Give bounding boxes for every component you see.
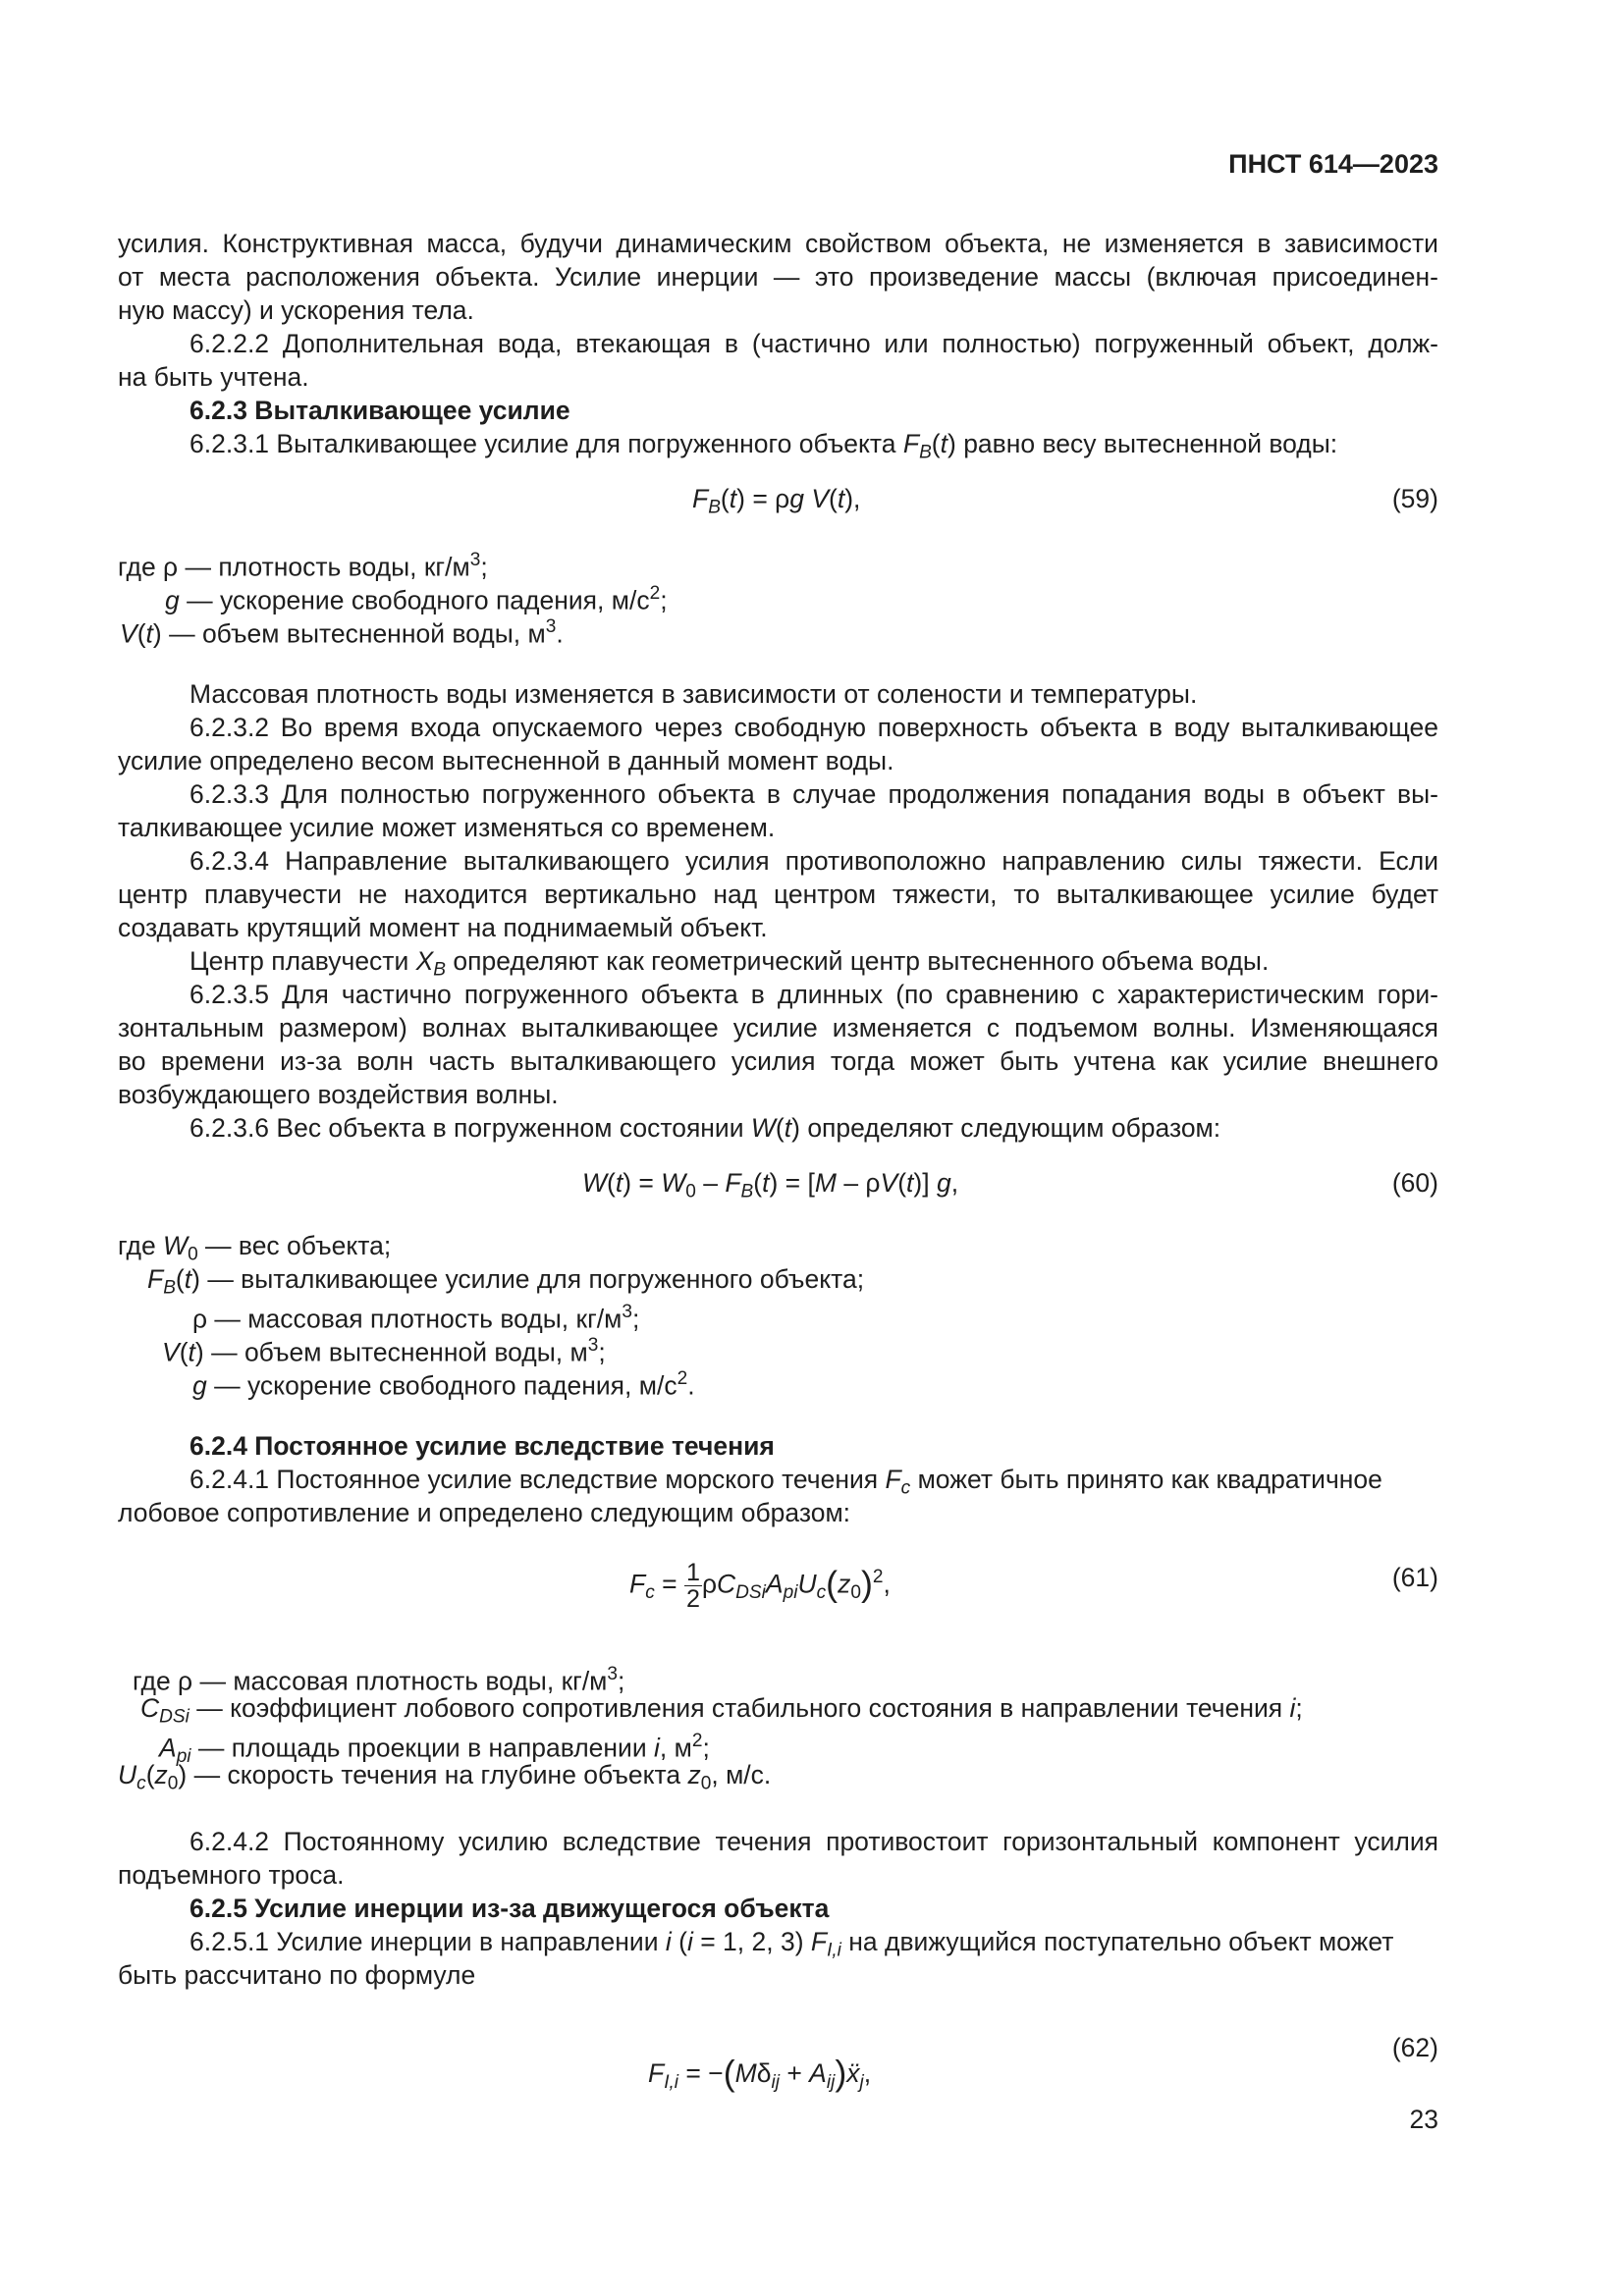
equation-59: $F_B(t) = \rho g$ V(t), — [692, 484, 861, 518]
where-item: $U_c(z_0)$ — скорость течения на глубине объекта $z_0$, м/с. — [118, 1760, 772, 1794]
paragraph-line: 6.2.3.6 Вес объекта в погруженном состоянии W(t) определяют следующим образом: — [189, 1113, 1221, 1143]
where-item: g — ускорение свободного падения, $м/с^2$; — [165, 583, 668, 615]
paragraph-line: от места расположения объекта. Усилие инерции — это произведение массы (включая присоединен- — [118, 262, 1438, 292]
equation-60: $W(t) = W_0 - F_B(t) = [M - \rho V(t)]$ g, — [582, 1168, 959, 1202]
paragraph-line: Центр плавучести $X_B$ определяют как геометрический центр вытесненного объема воды. — [189, 946, 1270, 981]
equation-number-60: (60) — [1391, 1168, 1438, 1198]
paragraph-line: 6.2.4.1 Постоянное усилие вследствие морского течения $F_c$ может быть принято как квадратичное — [189, 1465, 1382, 1499]
paragraph-line: 6.2.4.2 Постоянному усилию вследствие течения противостоит горизонтальный компонент усилия — [189, 1827, 1438, 1856]
paragraph-line: 6.2.3.1 Выталкивающее усилие для погруженного объекта $F_B(t)$ равно весу вытесненной воды: — [189, 429, 1338, 463]
paragraph-line: 6.2.2.2 Дополнительная вода, втекающая в (частично или полностью) погруженный объект, долж- — [189, 329, 1438, 358]
equation-number-59: (59) — [1391, 484, 1438, 513]
paragraph-line: 6.2.3.4 Направление выталкивающего усилия противоположно направлению силы тяжести. Если — [189, 846, 1438, 876]
section-heading-6-2-5: 6.2.5 Усилие инерции из-за движущегося объекта — [189, 1894, 830, 1923]
paragraph-line: подъемного троса. — [118, 1860, 345, 1890]
where-item: $A_{pi}$ — площадь проекции в направлении i, $м^2$; — [159, 1731, 710, 1768]
equation-number-62: (62) — [1391, 2033, 1438, 2062]
paragraph-line: зонтальным размером) волнах выталкивающее усилие изменяется с подъемом волны. Изменяющаяся — [118, 1013, 1438, 1042]
paragraph-line: усилия. Конструктивная масса, будучи динамическим свойством объекта, не изменяется в зависимости — [118, 229, 1438, 258]
equation-number-61: (61) — [1391, 1563, 1438, 1592]
where-item: $C_{DSi}$ — коэффициент лобового сопротивления стабильного состояния в направлении течения i; — [140, 1693, 1303, 1728]
where-item: g — ускорение свободного падения, $м/с^2$. — [192, 1368, 695, 1401]
where-item: где ρ — плотность воды, $кг/м^3$; — [118, 550, 488, 582]
paragraph-line: лобовое сопротивление и определено следующим образом: — [118, 1498, 851, 1527]
paragraph-line: ную массу) и ускорения тела. — [118, 295, 474, 325]
where-item: где $W_0$ — вес объекта; — [118, 1231, 392, 1265]
paragraph-line: 6.2.5.1 Усилие инерции в направлении i (i = 1, 2, 3) $F_{I,i}$ на движущийся поступательно объект может — [189, 1927, 1394, 1961]
paragraph-line: центр плавучести не находится вертикально над центром тяжести, то выталкивающее усилие будет — [118, 880, 1438, 909]
paragraph-line: 6.2.3.2 Во время входа опускаемого через свободную поверхность объекта в воду выталкивающее — [189, 713, 1438, 742]
paragraph-line: усилие определено весом вытесненной в данный момент воды. — [118, 746, 894, 775]
paragraph-line: во времени из-за волн часть выталкивающего усилия тогда может быть учтена как усилие внешнего — [118, 1046, 1438, 1076]
paragraph-line: на быть учтена. — [118, 362, 309, 392]
equation-62: $F_{I,i} = -(M\delta_{ij}$ + $A_{ij})ẍ_j$, — [648, 2054, 872, 2093]
equation-61: $F_c$ = $\frac{1}{2}$ $\rho C_{DSi}A_{pi}U_c(z_0)^2$, — [629, 1558, 891, 1613]
where-item: V(t) — объем вытесненной воды, $м^3$. — [120, 616, 564, 649]
paragraph-line: возбуждающего воздействия волны. — [118, 1080, 559, 1109]
section-heading-6-2-4: 6.2.4 Постоянное усилие вследствие течения — [189, 1431, 775, 1461]
paragraph-line: 6.2.3.3 Для полностью погруженного объекта в случае продолжения попадания воды в объект вы- — [189, 779, 1438, 809]
section-heading-6-2-3: 6.2.3 Выталкивающее усилие — [189, 396, 570, 425]
where-item: где ρ — массовая плотность воды, $кг/м^3$; — [133, 1664, 625, 1696]
paragraph-line: Массовая плотность воды изменяется в зависимости от солености и температуры. — [189, 679, 1198, 709]
where-item: $F_B(t)$ — выталкивающее усилие для погруженного объекта; — [147, 1264, 865, 1299]
page-number: 23 — [1409, 2105, 1438, 2134]
where-item: ρ — массовая плотность воды, $кг/м^3$; — [192, 1302, 640, 1334]
paragraph-line: быть рассчитано по формуле — [118, 1960, 476, 1990]
paragraph-line: создавать крутящий момент на поднимаемый объект. — [118, 913, 768, 942]
where-item: V(t) — объем вытесненной воды, $м^3$; — [162, 1335, 606, 1367]
doc-id-header: ПНСТ 614—2023 — [1228, 149, 1438, 179]
paragraph-line: 6.2.3.5 Для частично погруженного объекта в длинных (по сравнению с характеристическим гори- — [189, 980, 1438, 1009]
paragraph-line: талкивающее усилие может изменяться со временем. — [118, 813, 776, 842]
